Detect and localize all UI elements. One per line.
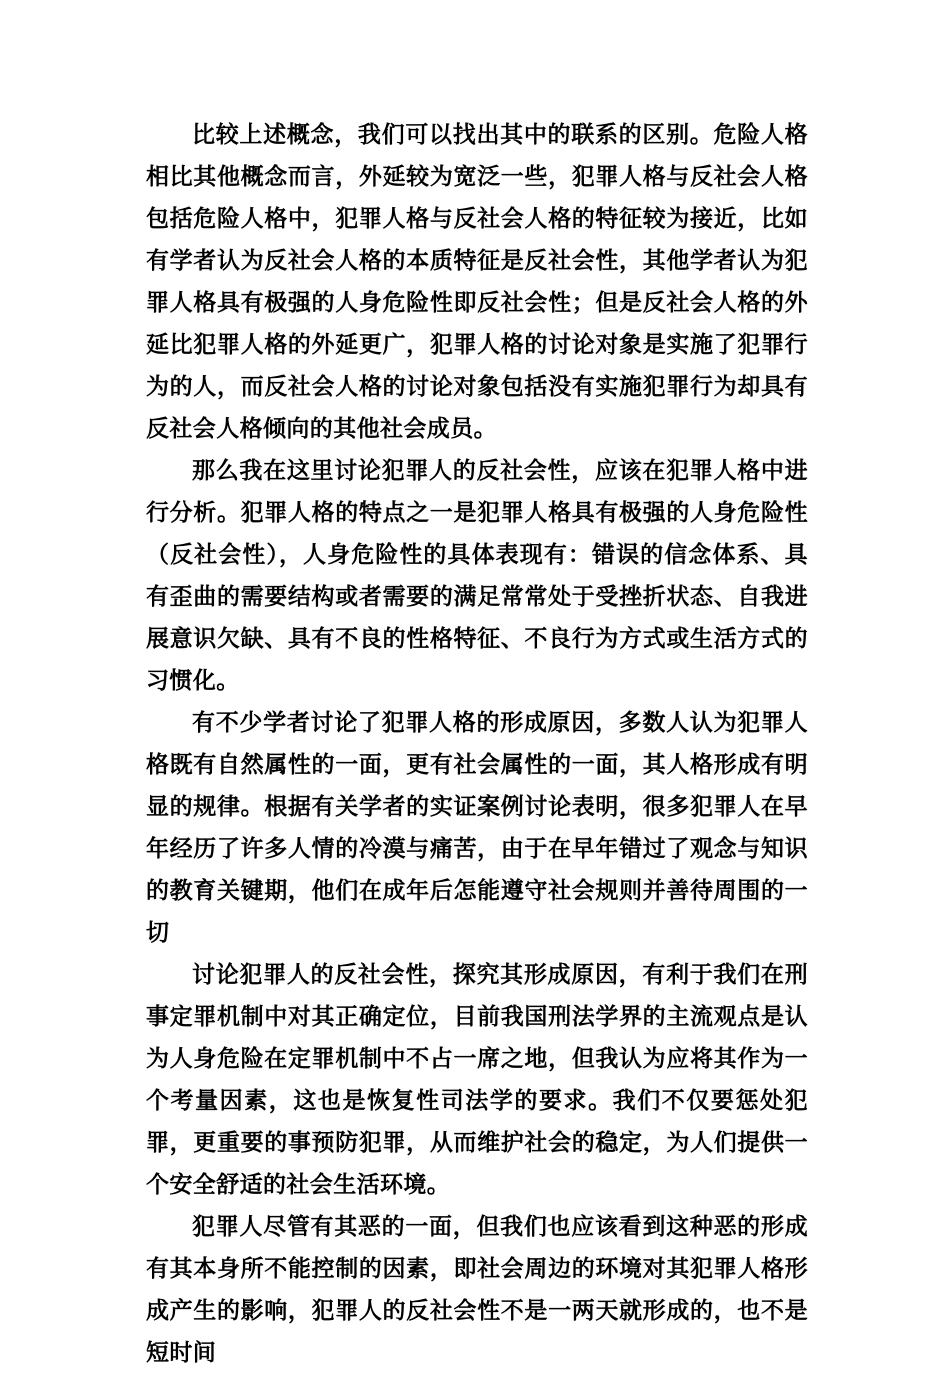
document-body (146, 114, 808, 1374)
paragraph: 比较上述概念，我们可以找出其中的联系的区别。危险人格相比其他概念而言，外延较为宽泛一些，犯罪人格与反社会人格包括危险人格中，犯罪人格与反社会人格的特征较为接近，比如有学者认为反社会人格的本质特征是反社会性，其他学者认为犯罪人格具有极强的人身危险性即反社会性；但是反社会人格的外延比犯罪人格的外延更广，犯罪人格的讨论对象是实施了犯罪行为的人，而反社会人格的讨论对象包括没有实施犯罪行为却具有反社会人格倾向的其他社会成员。 (146, 122, 808, 442)
paragraph: 那么我在这里讨论犯罪人的反社会性，应该在犯罪人格中进行分析。犯罪人格的特点之一是犯罪人格具有极强的人身危险性（反社会性），人身危险性的具体表现有：错误的信念体系、具有歪曲的需要结构或者需要的满足常常处于受挫折状态、自我进展意识欠缺、具有不良的性格特征、不良行为方式或生活方式的习惯化。 (146, 458, 808, 694)
paragraph: 讨论犯罪人的反社会性，探究其形成原因，有利于我们在刑事定罪机制中对其正确定位，目前我国刑法学界的主流观点是认为人身危险在定罪机制中不占一席之地，但我认为应将其作为一个考量因素，这也是恢复性司法学的要求。我们不仅要惩处犯罪，更重要的事预防犯罪，从而维护社会的稳定，为人们提供一个安全舒适的社会生活环境。 (146, 962, 808, 1198)
paragraph: 有不少学者讨论了犯罪人格的形成原因，多数人认为犯罪人格既有自然属性的一面，更有社会属性的一面，其人格形成有明显的规律。根据有关学者的实证案例讨论表明，很多犯罪人在早年经历了许多人情的冷漠与痛苦，由于在早年错过了观念与知识的教育关键期，他们在成年后怎能遵守社会规则并善待周围的一切 (146, 710, 808, 946)
paragraph: 犯罪人尽管有其恶的一面，但我们也应该看到这种恶的形成有其本身所不能控制的因素，即社会周边的环境对其犯罪人格形成产生的影响，犯罪人的反社会性不是一两天就形成的，也不是短时间 (146, 1214, 808, 1366)
